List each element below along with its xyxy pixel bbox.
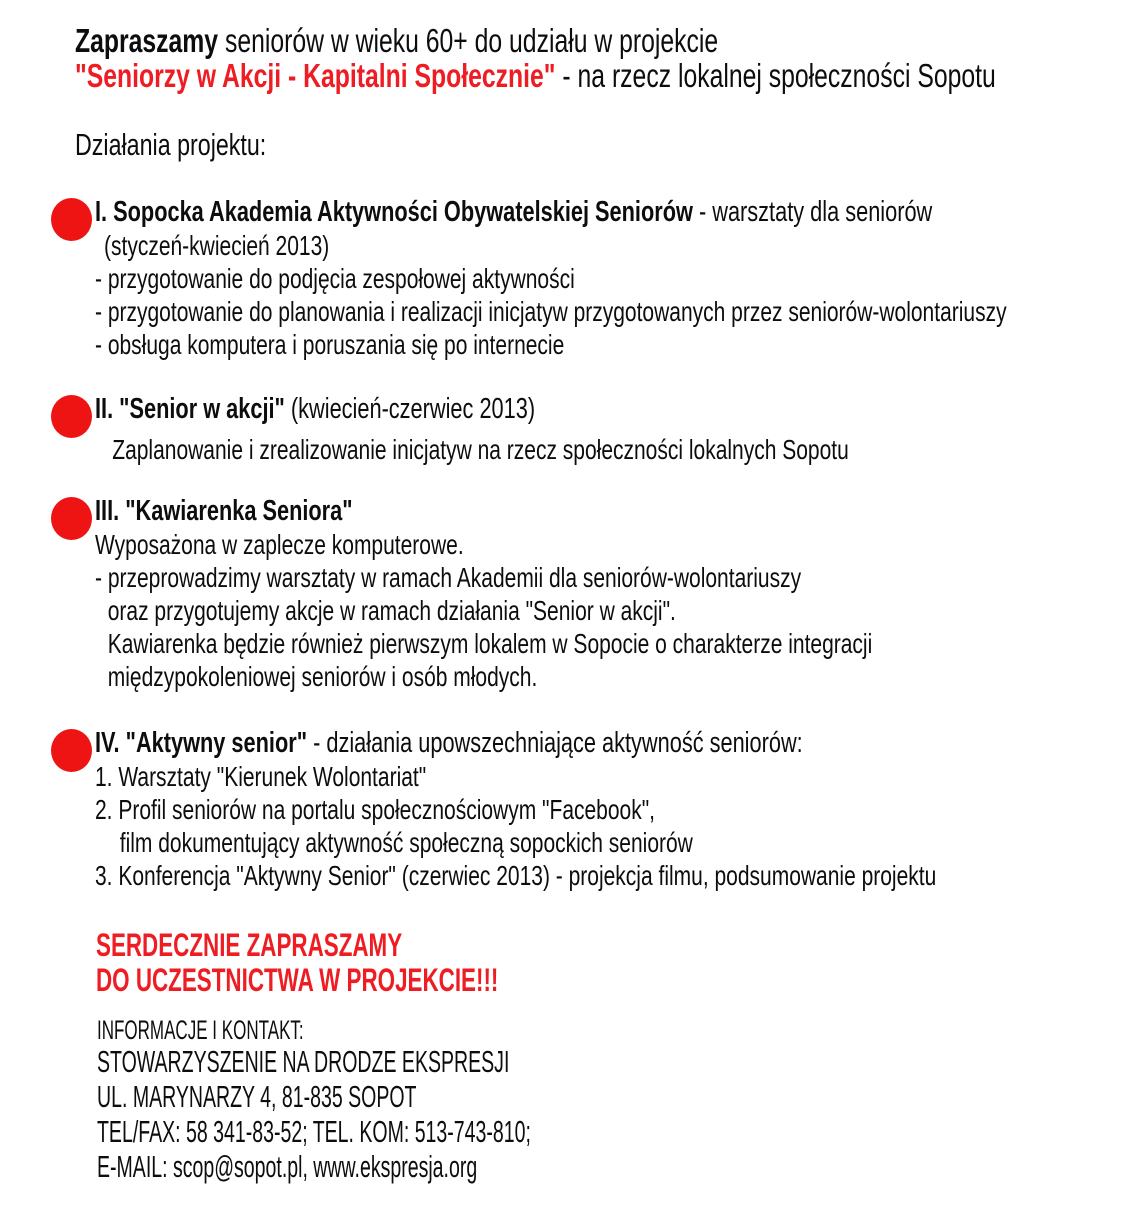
red-dot-icon	[51, 497, 92, 540]
section-3-title	[95, 495, 872, 528]
section-1-title-bold: I. Sopocka Akademia Aktywności Obywatelskiej Seniorów	[95, 196, 693, 228]
text-line: międzypokoleniowej seniorów i osób młodych.	[107, 661, 538, 692]
section-1	[95, 196, 1140, 361]
section-2-title-bold: II. "Senior w akcji"	[95, 393, 285, 425]
section-1-title-rest: - warsztaty dla seniorów	[692, 196, 933, 228]
cta-block	[96, 928, 671, 998]
contact-label-block	[97, 1015, 425, 1046]
contact-organization-line: STOWARZYSZENIE NA DRODZE EKSPRESJI	[97, 1044, 510, 1079]
section-2-title	[95, 393, 849, 426]
text-line: 2. Profil seniorów na portalu społecznościowym "Facebook",	[95, 794, 656, 825]
text-line: - przygotowanie do planowania i realizacji inicjatyw przygotowanych przez seniorów-wolontariuszy	[95, 296, 1007, 327]
text-line: Kawiarenka będzie również pierwszym lokalem w Sopocie o charakterze integracji	[107, 628, 873, 659]
text-line: - obsługa komputera i poruszania się po internecie	[95, 329, 565, 360]
section-4-title-rest: - działania upowszechniające aktywność seniorów:	[307, 727, 803, 759]
cta-line-2: DO UCZESTNICTWA W PROJEKCIE!!!	[96, 962, 499, 998]
red-dot-icon	[51, 198, 92, 241]
projects-heading: Działania projektu:	[75, 127, 267, 162]
text-line: Zaplanowanie i zrealizowanie inicjatyw na rzecz społeczności lokalnych Sopotu	[112, 434, 849, 465]
section-3	[95, 495, 1131, 693]
contact-block	[97, 1044, 786, 1184]
text-line: film dokumentujący aktywność społeczną sopockich seniorów	[119, 827, 693, 858]
contact-label: INFORMACJE I KONTAKT:	[97, 1015, 304, 1045]
section-4-title	[95, 727, 936, 760]
section-3-title-bold: III. "Kawiarenka Seniora"	[95, 495, 353, 527]
section-4	[95, 727, 1140, 892]
header-invite-line	[75, 23, 996, 58]
text-line: 3. Konferencja "Aktywny Senior" (czerwiec 2013) - projekcja filmu, podsumowanie projektu	[95, 860, 937, 891]
contact-email-line: E-MAIL: scop@sopot.pl, www.ekspresja.org	[97, 1149, 478, 1184]
header-invite-rest: seniorów w wieku 60+ do udziału w projekcie	[218, 22, 719, 59]
contact-address-line: UL. MARYNARZY 4, 81-835 SOPOT	[97, 1079, 417, 1114]
project-title-rest: - na rzecz lokalnej społeczności Sopotu	[555, 57, 996, 94]
project-title-line	[75, 58, 996, 93]
text-line: oraz przygotujemy akcje w ramach działania "Senior w akcji".	[107, 595, 676, 626]
project-title-red: "Seniorzy w Akcji - Kapitalni Społecznie"	[75, 57, 556, 94]
contact-phone-line: TEL/FAX: 58 341-83-52; TEL. KOM: 513-743-810;	[97, 1114, 531, 1149]
text-line: 1. Warsztaty "Kierunek Wolontariat"	[95, 761, 427, 792]
header-invite-bold: Zapraszamy	[75, 22, 219, 59]
text-line: Wyposażona w zaplecze komputerowe.	[95, 529, 464, 560]
header-paragraph	[75, 23, 1140, 93]
text-line: - przeprowadzimy warsztaty w ramach Akademii dla seniorów-wolontariuszy	[95, 562, 802, 593]
red-dot-icon	[51, 729, 92, 772]
red-dot-icon	[51, 395, 92, 438]
projects-heading-block	[75, 128, 330, 162]
text-line: - przygotowanie do podjęcia zespołowej aktywności	[95, 263, 575, 294]
text-line: (styczeń-kwiecień 2013)	[104, 230, 330, 261]
section-1-title	[95, 196, 1007, 229]
section-2	[95, 393, 1100, 466]
section-2-title-rest: (kwiecień-czerwiec 2013)	[284, 393, 536, 425]
section-4-title-bold: IV. "Aktywny senior"	[95, 727, 308, 759]
cta-line-1: SERDECZNIE ZAPRASZAMY	[96, 927, 403, 963]
